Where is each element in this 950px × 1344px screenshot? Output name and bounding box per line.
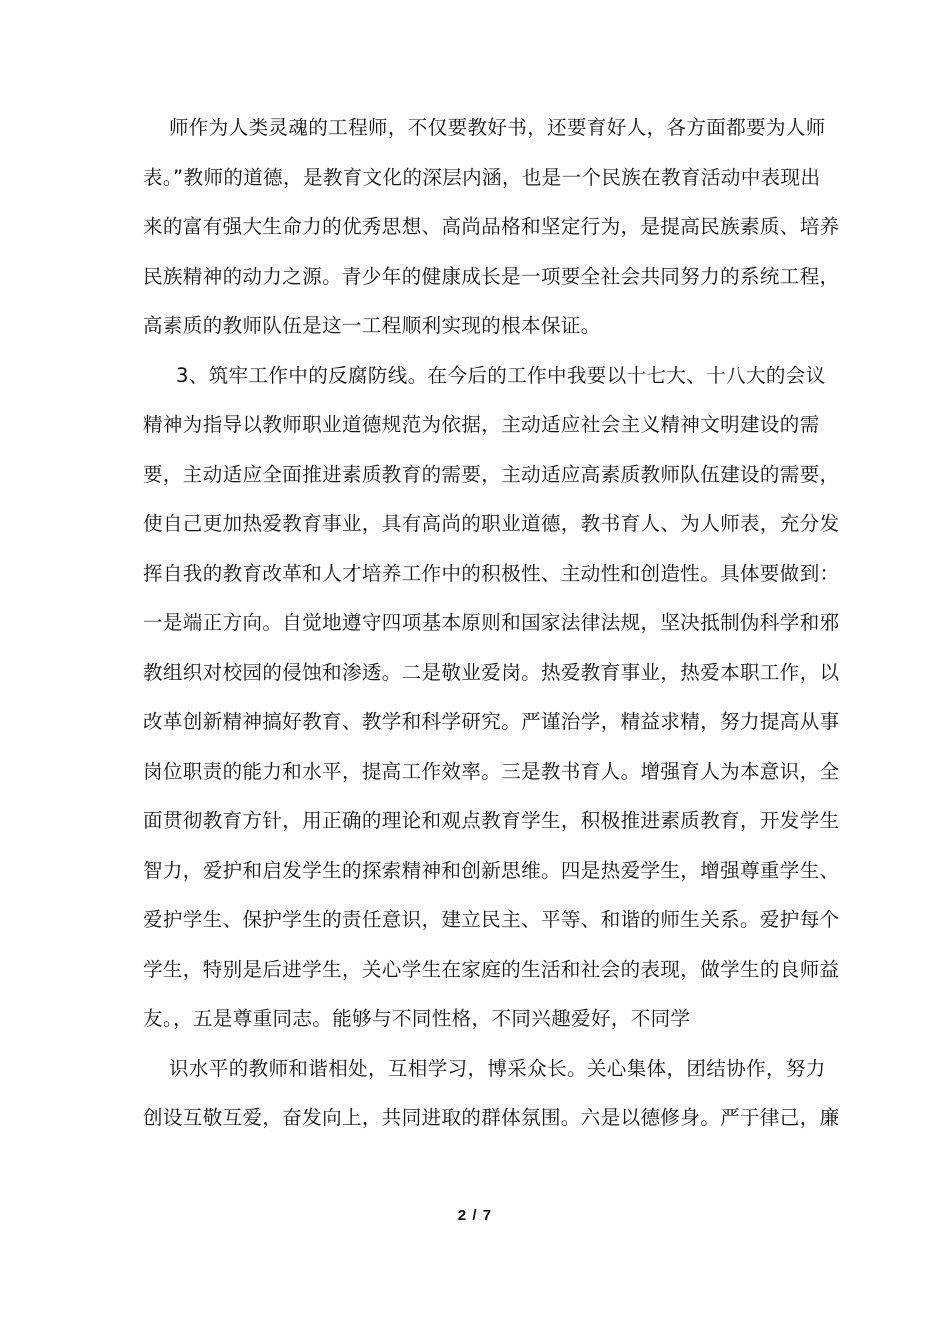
- text-line: 要，主动适应全面推进素质教育的需要，主动适应高素质教师队伍建设的需要，: [143, 462, 840, 486]
- text-line: 面贯彻教育方针，用正确的理论和观点教育学生，积极推进素质教育，开发学生: [143, 809, 840, 832]
- text-line: 智力，爱护和启发学生的探索精神和创新思维。四是热爱学生，增强尊重学生、: [143, 858, 840, 882]
- text-line: 挥自我的教育改革和人才培养工作中的积极性、主动性和创造性。具体要做到：: [143, 561, 840, 585]
- text-line: 爱护学生、保护学生的责任意识，建立民主、平等、和谐的师生关系。爱护每个: [143, 908, 840, 931]
- text-line: 学生，特别是后进学生，关心学生在家庭的生活和社会的表现，做学生的良师益: [143, 957, 840, 981]
- text-line: 高素质的教师队伍是这一工程顺利实现的根本保证。: [143, 314, 601, 337]
- text-line: 创设互敬互爱，奋发向上，共同进取的群体氛围。六是以德修身。严于律己，廉: [143, 1106, 840, 1129]
- body-text: [143, 103, 840, 1143]
- text-line: 表。”教师的道德，是教育文化的深层内涵，也是一个民族在教育活动中表现出: [143, 165, 821, 189]
- text-line: 精神为指导以教师职业道德规范为依据，主动适应社会主义精神文明建设的需: [143, 413, 820, 436]
- text-line: 来的富有强大生命力的优秀思想、高尚品格和坚定行为，是提高民族素质、培养: [143, 215, 840, 238]
- text-line: 友。，五是尊重同志。能够与不同性格，不同兴趣爱好，不同学: [143, 1007, 691, 1030]
- text-line: 师作为人类灵魂的工程师，不仅要教好书，还要育好人，各方面都要为人师: [169, 116, 826, 139]
- text-line: 一是端正方向。自觉地遵守四项基本原则和国家法律法规，坚决抵制伪科学和邪: [143, 611, 840, 634]
- text-line: 识水平的教师和谐相处，互相学习，博采众长。关心集体，团结协作，努力: [169, 1056, 826, 1080]
- text-line: 岗位职责的能力和水平，提高工作效率。三是教书育人。增强育人为本意识，全: [143, 759, 840, 783]
- text-line: 民族精神的动力之源。青少年的健康成长是一项要全社会共同努力的系统工程，: [143, 264, 840, 288]
- text-line: 3、筑牢工作中的反腐防线。在今后的工作中我要以十七大、十八大的会议: [176, 363, 826, 387]
- text-line: 使自己更加热爱教育事业，具有高尚的职业道德，教书育人、为人师表，充分发: [143, 512, 840, 535]
- text-line: 教组织对校园的侵蚀和渗透。二是敬业爱岗。热爱教育事业，热爱本职工作，以: [143, 660, 840, 684]
- page-number: 2 / 7: [457, 1207, 493, 1224]
- text-line: 改革创新精神搞好教育、教学和科学研究。严谨治学，精益求精，努力提高从事: [143, 710, 840, 733]
